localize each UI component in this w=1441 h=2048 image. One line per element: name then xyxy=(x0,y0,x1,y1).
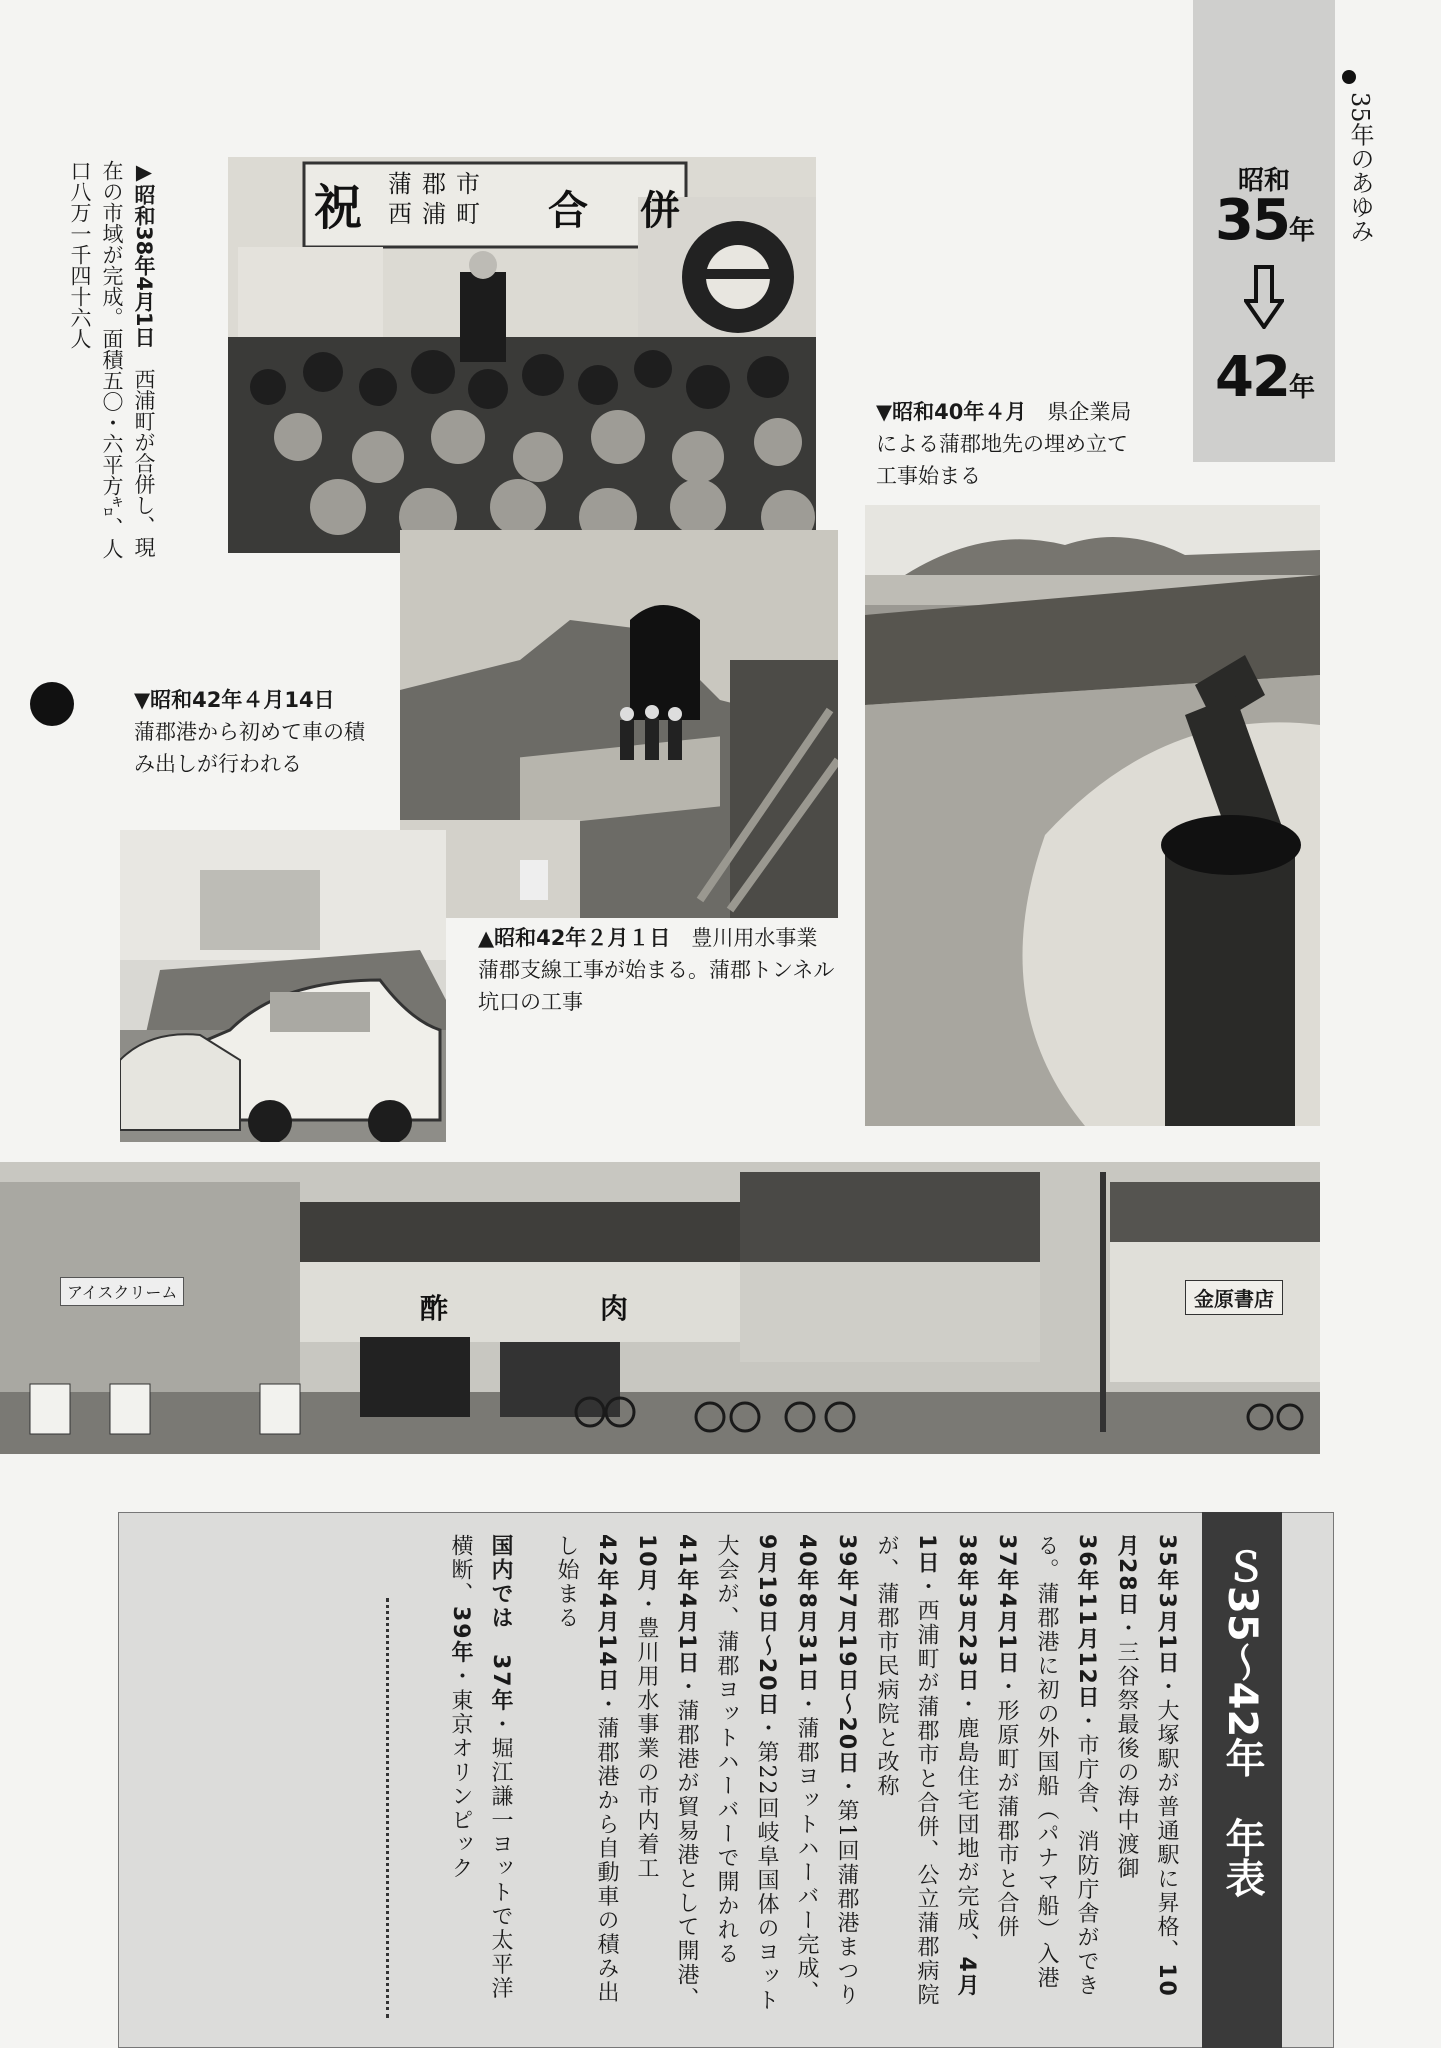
chronology-entry: 35年3月1日・大塚駅が普通駅に昇格、10月28日・三谷祭最後の海中渡御 xyxy=(1114,1534,1179,1998)
sign-vinegar: 酢 xyxy=(420,1292,449,1325)
chronology-tab-title: Ｓ35〜42年 年表 xyxy=(1219,1546,1265,1898)
sign-bookstore: 金原書店 xyxy=(1185,1280,1283,1315)
tunnel-construction-photo xyxy=(400,530,838,918)
port-caption: ▼昭和42年４月14日 蒲郡港から初めて車の積み出しが行われる xyxy=(134,688,365,776)
era-end: 42年 xyxy=(1215,345,1313,410)
reclamation-pipe-photo xyxy=(865,505,1320,1126)
down-arrow-icon xyxy=(1193,265,1335,333)
dotted-divider xyxy=(386,1598,389,2018)
chronology-entry: 40年8月31日・蒲郡ヨットハーバー完成、9月19日〜20日・第22回岐阜国体のヨット大会が、蒲郡ヨットハーバーで開かれる xyxy=(714,1534,819,2013)
era-header-tab xyxy=(1193,0,1335,462)
banner-city-names: 蒲郡市 西浦町 xyxy=(388,170,490,228)
chronology-entry: 42年4月14日・蒲郡港から自動車の積み出し始まる xyxy=(554,1534,619,2005)
chronology-entry: 38年3月23日・鹿島住宅団地が完成、4月1日・西浦町が蒲郡市と合併、公立蒲郡病院が、蒲郡市民病院と改称 xyxy=(874,1534,979,2008)
reclamation-caption: ▼昭和40年４月 県企業局による蒲郡地先の埋め立て工事始まる xyxy=(876,400,1132,488)
merger-caption: ▶昭和38年4月1日 西浦町が合併し、現在の市域が完成。面積五〇・六平方㌔、人口八万一千四十六人 xyxy=(68,160,156,559)
chronology-text xyxy=(440,1534,1186,2014)
margin-dot-icon xyxy=(30,682,74,726)
chronology-entry: 36年11月12日・市庁舎、消防庁舎ができる。蒲郡港に初の外国船（パナマ船）入港 xyxy=(1034,1534,1099,1998)
banner-celebrate-text: 祝 xyxy=(314,180,363,236)
street-panorama-photo xyxy=(0,1162,1320,1454)
era-start: 35年 xyxy=(1215,188,1313,253)
domestic-entry: 国内では 37年・堀江謙一ヨットで太平洋横断、39年・東京オリンピック xyxy=(448,1534,513,2001)
sign-meat: 肉 xyxy=(600,1292,629,1325)
chronology-box xyxy=(118,1512,1334,2048)
chronology-tab xyxy=(1202,1512,1282,2048)
sign-ice-cream: アイスクリーム xyxy=(60,1277,184,1306)
section-side-title: 35年のあゆみ xyxy=(1346,92,1374,243)
car-export-photo xyxy=(120,830,446,1142)
banner-merger-text: 合 併 xyxy=(548,187,686,234)
era-label: 昭和 xyxy=(1237,166,1290,196)
chronology-entry: 37年4月1日・形原町が蒲郡市と合併 xyxy=(994,1534,1019,1940)
chronology-entry: 41年4月1日・蒲郡港が貿易港として開港、10月・豊川用水事業の市内着工 xyxy=(634,1534,699,2012)
merger-ceremony-photo xyxy=(228,157,816,553)
tunnel-caption: ▲昭和42年２月１日 豊川用水事業蒲郡支線工事が始まる。蒲郡トンネル坑口の工事 xyxy=(478,926,835,1014)
chronology-entry: 39年7月19日〜20日・第1回蒲郡港まつり xyxy=(834,1534,859,2008)
bullet-icon xyxy=(1342,70,1356,84)
